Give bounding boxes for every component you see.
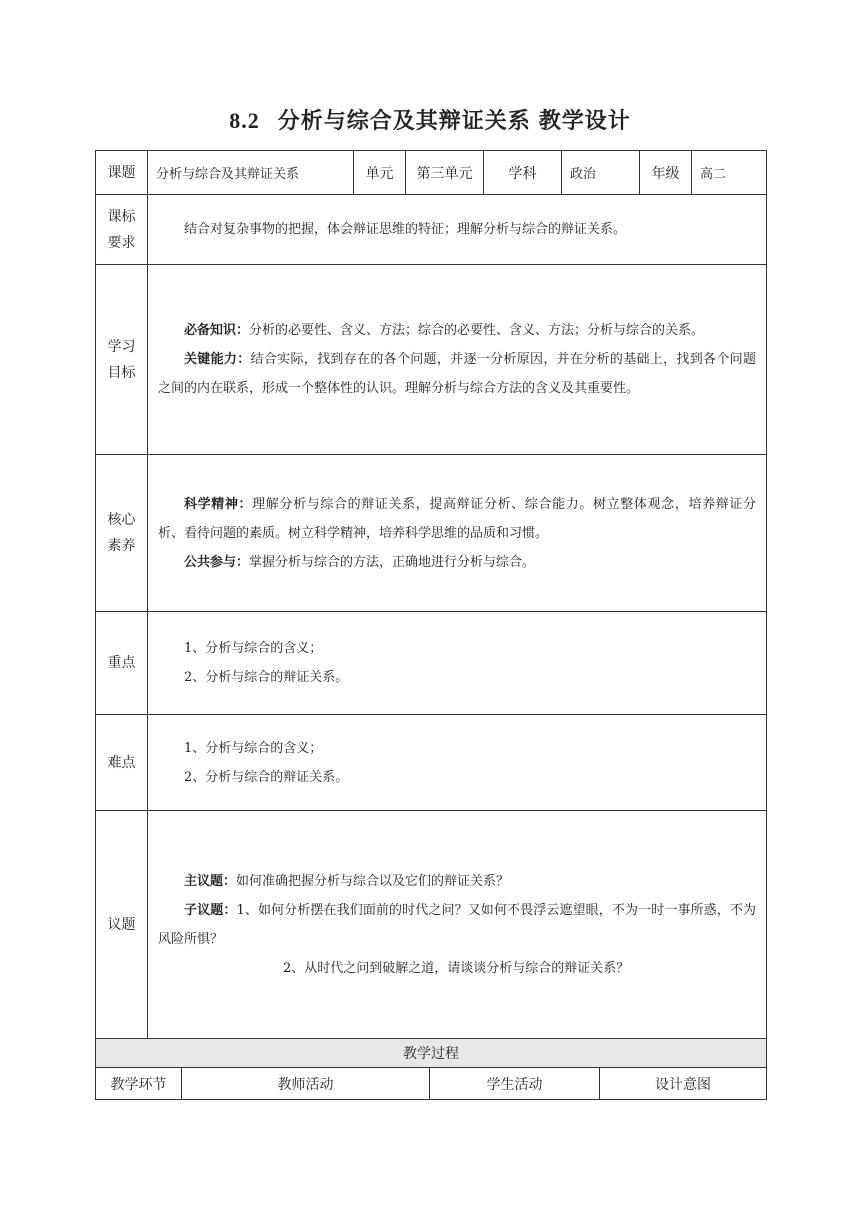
unit-label: 单元 <box>354 151 406 195</box>
difficult-points-content <box>148 715 767 811</box>
process-header-row <box>96 1039 767 1068</box>
ability-text: 结合实际，找到存在的各个问题，并逐一分析原因，并在分析的基础上，找到各个问题之间的内在联系，形成一个整体性的认识。理解分析与综合方法的含义及其重要性。 <box>158 352 756 396</box>
key-point-item: 2、分析与综合的辩证关系。 <box>184 670 349 685</box>
knowledge-paragraph <box>158 316 756 345</box>
topics-content <box>148 811 767 1039</box>
column-header: 教师活动 <box>182 1068 430 1100</box>
objectives-label-line1: 学习 <box>107 338 136 355</box>
science-label: 科学精神： <box>184 496 253 512</box>
literacy-label-line2: 素养 <box>107 538 136 554</box>
objectives-label-line2: 目标 <box>107 364 136 381</box>
knowledge-text: 分析的必要性、含义、方法；综合的必要性、含义、方法；分析与综合的关系。 <box>249 323 705 338</box>
standard-label <box>96 195 148 265</box>
standard-label-line1: 课标 <box>107 208 136 225</box>
objectives-content <box>148 265 767 455</box>
key-point-item: 1、分析与综合的含义； <box>184 641 323 656</box>
topics-label: 议题 <box>96 811 148 1039</box>
subject-label: 学科 <box>484 151 562 195</box>
difficult-points-label: 难点 <box>96 715 148 811</box>
literacy-content <box>148 455 767 612</box>
science-text: 理解分析与综合的辩证关系，提高辩证分析、综合能力。树立整体观念，培养辩证分析、看待问题的素质。树立科学精神，培养科学思维的品质和习惯。 <box>158 496 756 541</box>
teaching-process-table <box>95 1038 767 1100</box>
main-topic-text: 如何准确把握分析与综合以及它们的辩证关系？ <box>236 873 510 889</box>
literacy-label-line1: 核心 <box>107 512 136 528</box>
key-points-content <box>148 612 767 715</box>
objectives-label <box>96 265 148 455</box>
topic-label: 课题 <box>96 151 148 195</box>
standard-label-line2: 要求 <box>107 234 136 251</box>
title-main: 分析与综合及其辩证关系 <box>277 108 531 134</box>
key-points-label: 重点 <box>96 612 148 715</box>
sub-topic-text-1: 1、如何分析摆在我们面前的时代之问？又如何不畏浮云遮望眼，不为一时一事所惑，不为风险所惧？ <box>158 902 756 947</box>
difficult-points-row <box>96 715 767 811</box>
public-paragraph <box>158 548 756 577</box>
objectives-row <box>96 265 767 455</box>
page-title <box>0 104 860 135</box>
unit-value: 第三单元 <box>406 151 484 195</box>
title-number: 8.2 <box>229 108 260 133</box>
standard-row <box>96 195 767 265</box>
process-columns-row <box>96 1068 767 1100</box>
main-topic-paragraph <box>158 867 756 896</box>
science-paragraph <box>158 490 756 548</box>
column-header: 学生活动 <box>430 1068 600 1100</box>
main-topic-label: 主议题： <box>184 873 237 889</box>
topic-value: 分析与综合及其辩证关系 <box>148 151 354 195</box>
subject-value: 政治 <box>562 151 640 195</box>
grade-value: 高二 <box>692 151 767 195</box>
standard-content <box>148 195 767 265</box>
difficult-point-item: 1、分析与综合的含义； <box>184 740 323 756</box>
process-header: 教学过程 <box>96 1039 767 1068</box>
standard-text: 结合对复杂事物的把握，体会辩证思维的特征；理解分析与综合的辩证关系。 <box>184 222 627 237</box>
lesson-plan-table <box>95 150 767 1039</box>
public-text: 掌握分析与综合的方法，正确地进行分析与综合。 <box>249 554 536 570</box>
grade-label: 年级 <box>640 151 692 195</box>
sub-topic-paragraph <box>158 896 756 954</box>
sub-topic-text-2: 2、从时代之问到破解之道，请谈谈分析与综合的辩证关系？ <box>283 960 630 976</box>
literacy-label <box>96 455 148 612</box>
ability-paragraph <box>158 345 756 403</box>
column-header: 教学环节 <box>96 1068 182 1100</box>
literacy-row <box>96 455 767 612</box>
topics-row <box>96 811 767 1039</box>
info-row <box>96 151 767 195</box>
ability-label: 关键能力： <box>184 352 251 367</box>
knowledge-label: 必备知识： <box>184 323 250 338</box>
column-header: 设计意图 <box>600 1068 767 1100</box>
title-suffix: 教学设计 <box>538 108 631 134</box>
public-label: 公共参与： <box>184 554 250 570</box>
key-points-row <box>96 612 767 715</box>
sub-topic-label: 子议题： <box>184 902 237 918</box>
difficult-point-item: 2、分析与综合的辩证关系。 <box>184 769 349 785</box>
